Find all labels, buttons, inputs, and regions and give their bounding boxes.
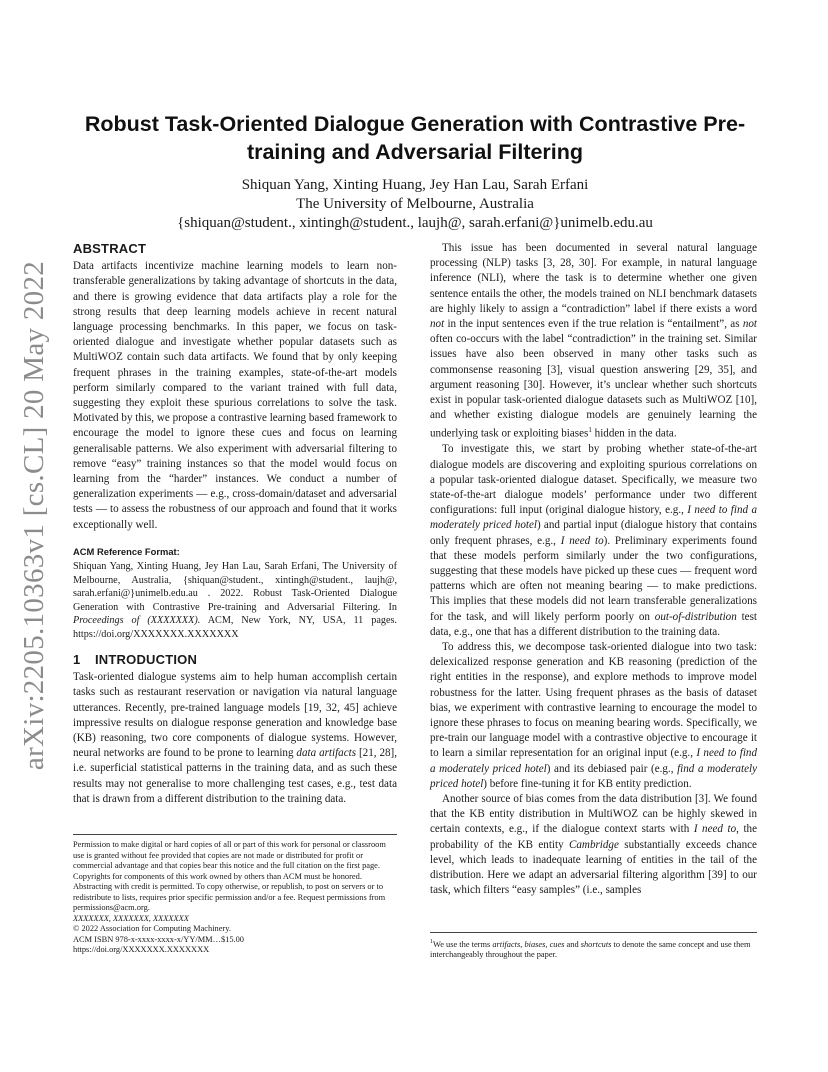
footnote-marker: 1: [588, 426, 592, 435]
permission-copyright: © 2022 Association for Computing Machinery.: [73, 924, 231, 933]
acm-reference-heading: ACM Reference Format:: [73, 545, 180, 557]
right-paragraph-4: Another source of bias comes from the data distribution [3]. We found that the KB entity distribution in MultiWOZ can be highly skewed in certain contexts, e.g., if the dialogue context starts with I need to, the probability of the KB entity Cambridge substantially exceeds chance level, which leads to inadequate learning of entities in the tail of the distribution. Here we adapt an adversarial filtering algorithm [39] to our task, which filters “easy samples” (i.e., samples: [430, 793, 757, 897]
abstract-text: Data artifacts incentivize machine learning models to learn non-transferable generalizations by taking advantage of shortcuts in the data, and there is growing evidence that data artifacts play a role for the strong results that deep learning models achieve in recent natural language processing benchmarks. In this paper, we focus on task-oriented dialogue and investigate whether popular datasets such as MultiWOZ contain such data artifacts. We found that by only keeping frequent phrases in the training examples, state-of-the-art models perform similarly compared to the variant trained with full data, suggesting they exploit these spurious correlations to solve the task. Motivated by this, we propose a contrastive learning based framework to encourage the model to ignore these cues and focus on learning generalisable patterns. We also experiment with adversarial filtering to remove “easy” training instances so that the model would focus on learning from the “harder” instances. We conduct a number of generalization experiments — e.g., cross-domain/dataset and adversarial tests — to assess the robustness of our approach and found that it works exceptionally well.: [73, 260, 397, 531]
permission-text: Permission to make digital or hard copies of all or part of this work for personal or classroom use is granted without fee provided that copies are not made or distributed for profit or commercial advantage and that copies bear this notice and the full citation on the first page. Copyrights for components of this work owned by others than ACM must be honored. Abstracting with credit is permitted. To copy otherwise, or republish, to post on servers or to redistribute to lists, requires prior specific permission and/or a fee. Request permissions from permissions@acm.org.: [73, 840, 386, 912]
right-column: [430, 241, 757, 898]
permission-venue: XXXXXXX, XXXXXXX, XXXXXXX: [73, 913, 189, 923]
permission-doi: https://doi.org/XXXXXXX.XXXXXXX: [73, 945, 210, 954]
abstract-heading: ABSTRACT: [73, 241, 147, 256]
author-block: [70, 176, 760, 233]
author-affiliation: The University of Melbourne, Australia: [296, 196, 534, 212]
introduction-section: [73, 652, 397, 807]
author-names: Shiquan Yang, Xinting Huang, Jey Han Lau, Sarah Erfani: [241, 177, 589, 193]
acm-reference-text: Shiquan Yang, Xinting Huang, Jey Han Lau, Sarah Erfani, The University of Melbourne, Australia, {shiquan@student., xintingh@student., laujh@, sarah.erfani@}unimelb.edu.au . 2022. Robust Task-Oriented Dialogue Generation with Contrastive Pre-training and Adversarial Filtering. In Proceedings of (XXXXXXX). ACM, New York, NY, USA, 11 pages. https://doi.org/XXXXXXX.XXXXXXX: [73, 561, 397, 640]
arxiv-identifier: [18, 260, 51, 770]
right-paragraph-2: To investigate this, we start by probing whether state-of-the-art dialogue models are discovering and exploiting spurious correlations on a popular task-oriented dialogue dataset. Specifically, we measure two state-of-the-art dialogue models’ performance under two different configurations: full input (original dialogue history, e.g., I need to find a moderately priced hotel) and partial input (dialogue history that contains only frequent phrases, e.g., I need to). Preliminary experiments found that these models perform similarly under the two configurations, suggesting that these models have picked up these cues — frequent word patterns which are often not meaning bearing — to make predictions. This implies that these models did not learn transferable generalizations for the task, and will likely perform poorly on out-of-distribution test data, e.g., one that has a different distribution to the training data.: [430, 443, 758, 638]
author-emails: {shiquan@student., xintingh@student., laujh@, sarah.erfani@}unimelb.edu.au: [177, 215, 653, 231]
introduction-heading: 1 INTRODUCTION: [73, 652, 198, 668]
permission-isbn: ACM ISBN 978-x-xxxx-xxxx-x/YY/MM…$15.00: [73, 934, 244, 944]
right-paragraph-1: This issue has been documented in several natural language processing (NLP) tasks [3, 28, 30]. For example, in natural language inference (NLI), where the task is to determine whether one given sentence entails the other, the models trained on NLI benchmark datasets are highly likely to assign a “contradiction” label if there exists a word not in the input sentences even if the true relation is “entailment”, as not often co-occurs with the label “contradiction” in the training set. Similar issues have also been observed in many other tasks such as commonsense reasoning [3], visual question answering [29, 35], and argument reasoning [30]. However, it’s unclear whether such shortcuts exist in popular task-oriented dialogue datasets such as MultiWOZ [10], and whether existing dialogue models are genuinely learning the underlying task or exploiting biases$^1$ hidden in the data.: [430, 242, 757, 441]
footnote-number: 1: [430, 939, 433, 945]
permission-notice: [73, 834, 397, 956]
paper-title: Robust Task-Oriented Dialogue Generation with Contrastive Pre-training and Adversarial Filtering: [84, 112, 746, 164]
intro-paragraph-1: Task-oriented dialogue systems aim to help human accomplish certain tasks such as restaurant reservation or navigation via natural language utterances. Recently, pre-trained language models [19, 32, 45] achieve impressive results on dialogue response generation and knowledge base (KB) reasoning, two core components of dialogue systems. However, neural networks are found to be prone to learning data artifacts [21, 28], i.e. superficial statistical patterns in the training data, and as such these results may not generalise to more challenging test cases, e.g., test data that is drawn from a different distribution to the training data.: [73, 671, 398, 805]
footnote: $^1$We use the terms artifacts, biases, cues and shortcuts to denote the same concept and use them interchangeably throughout the paper.: [430, 932, 757, 961]
left-column: [73, 241, 397, 807]
right-paragraph-3: To address this, we decompose task-oriented dialogue into two task: delexicalized response generation and KB reasoning (prediction of the right entities in the response), and explore methods to improve model robustness for the latter. Using frequent phrases as the basis of dataset bias, we experiment with contrastive learning to encourage the model to ignore these phrases to focus on meaning bearing words. Specifically, we pre-train our language model with a contrastive objective to encourage it to learn a similar representation for an original input (e.g., I need to find a moderately priced hotel) and its debiased pair (e.g., find a moderately priced hotel) before fine-tuning it for KB entity prediction.: [430, 640, 757, 790]
arxiv-identifier-text: arXiv:2205.10363v1 [cs.CL] 20 May 2022: [18, 260, 51, 770]
